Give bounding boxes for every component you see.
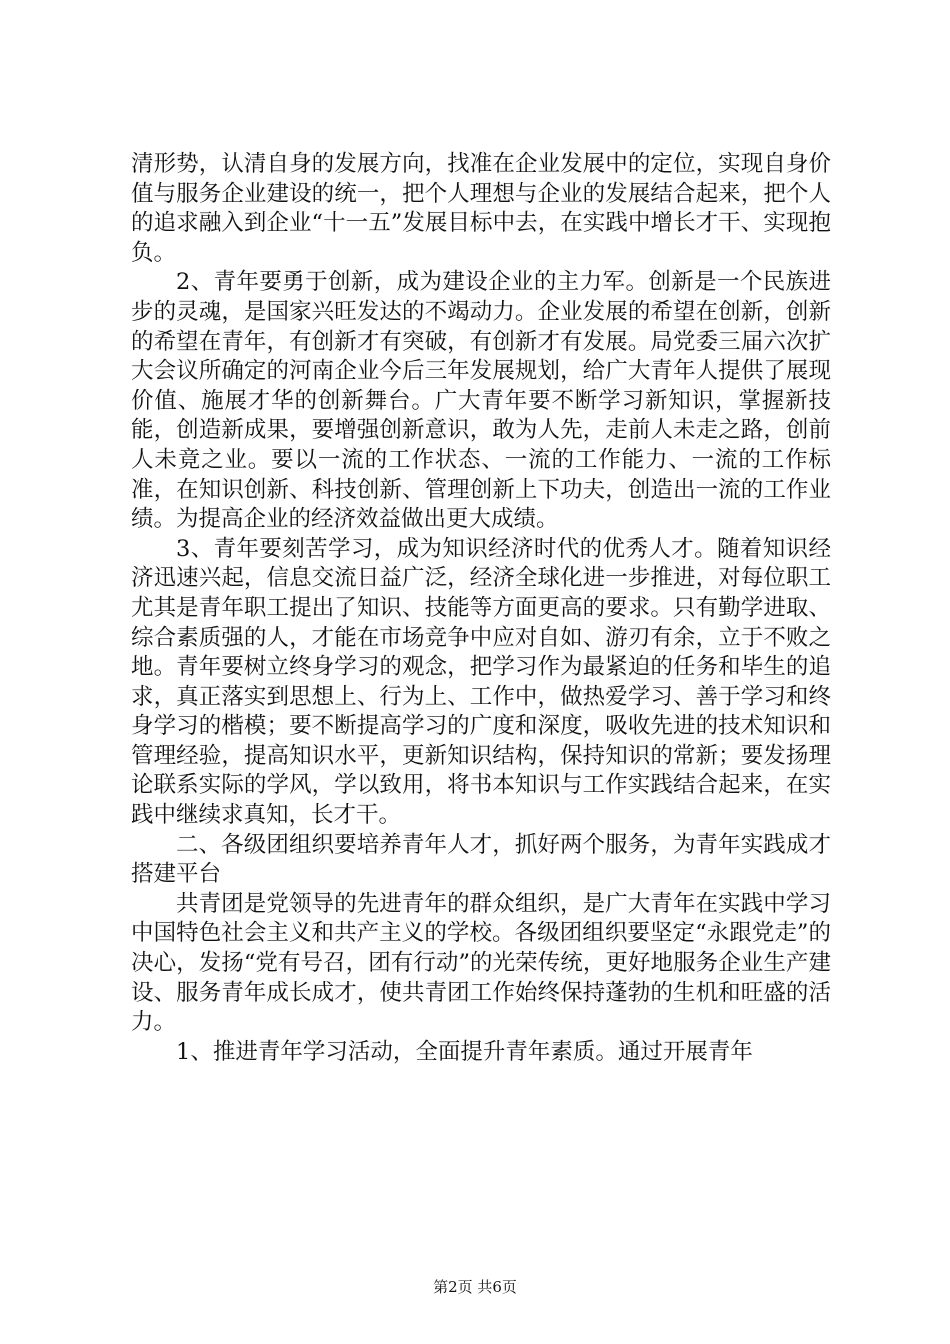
paragraph-1: 清形势，认清自身的发展方向，找准在企业发展中的定位，实现自身价值与服务企业建设的统一，把个人理想与企业的发展结合起来，把个人的追求融入到企业“十一五”发展目标中去，在实践中增长才干、实现抱负。	[131, 151, 831, 266]
page-footer: 第2页 共6页	[433, 1278, 517, 1296]
paragraph-2: 2、青年要勇于创新，成为建设企业的主力军。创新是一个民族进步的灵魂，是国家兴旺发达的不竭动力。企业发展的希望在创新，创新的希望在青年，有创新才有突破，有创新才有发展。局党委三届六次扩大会议所确定的河南企业今后三年发展规划，给广大青年人提供了展现价值、施展才华的创新舞台。广大青年要不断学习新知识，掌握新技能，创造新成果，要增强创新意识，敢为人先，走前人未走之路，创前人未竟之业。要以一流的工作状态、一流的工作能力、一流的工作标准，在知识创新、科技创新、管理创新上下功夫，创造出一流的工作业绩。为提高企业的经济效益做出更大成绩。	[131, 269, 831, 533]
paragraph-5: 1、推进青年学习活动，全面提升青年素质。通过开展青年	[176, 1038, 753, 1065]
document-body	[131, 150, 831, 1067]
paragraph-3: 3、青年要刻苦学习，成为知识经济时代的优秀人才。随着知识经济迅速兴起，信息交流日益广泛，经济全球化进一步推进，对每位职工尤其是青年职工提出了知识、技能等方面更高的要求。只有勤学进取、综合素质强的人，才能在市场竞争中应对自如、游刃有余，立于不败之地。青年要树立终身学习的观念，把学习作为最紧迫的任务和毕生的追求，真正落实到思想上、行为上、工作中，做热爱学习、善于学习和终身学习的楷模；要不断提高学习的广度和深度，吸收先进的技术知识和管理经验，提高知识水平，更新知识结构，保持知识的常新；要发扬理论联系实际的学风，学以致用，将书本知识与工作实践结合起来，在实践中继续求真知，长才干。	[131, 535, 831, 829]
paragraph-4: 共青团是党领导的先进青年的群众组织，是广大青年在实践中学习中国特色社会主义和共产主义的学校。各级团组织要坚定“永跟党走”的决心，发扬“党有号召，团有行动”的光荣传统，更好地服务企业生产建设、服务青年成长成才，使共青团工作始终保持蓬勃的生机和旺盛的活力。	[131, 890, 831, 1036]
section-heading: 二、各级团组织要培养青年人才，抓好两个服务，为青年实践成才搭建平台	[131, 831, 831, 888]
